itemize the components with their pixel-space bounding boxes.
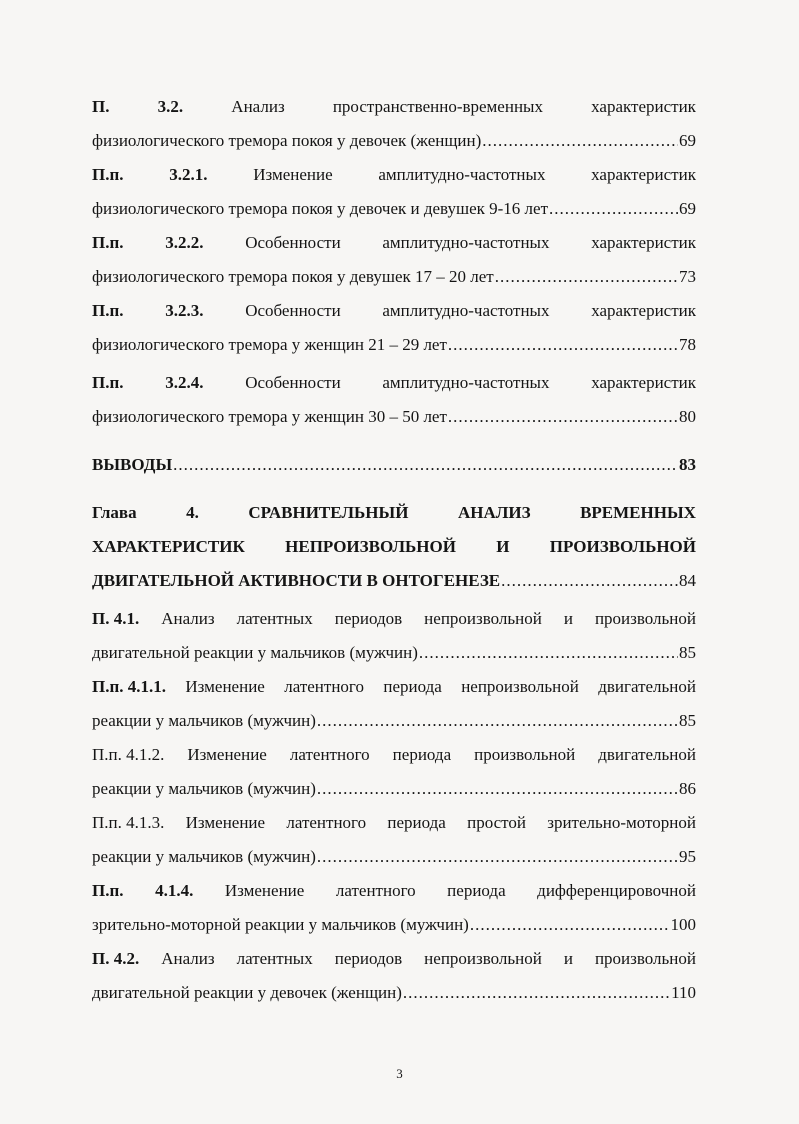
toc-entry-title: реакции у мальчиков (мужчин) <box>92 779 316 798</box>
toc-word: П.п. <box>92 301 124 320</box>
toc-page-number: 86 <box>679 779 696 798</box>
toc-word: Изменение <box>224 881 305 900</box>
conclusions-entry <box>92 448 696 482</box>
toc-word: Изменение <box>185 677 265 696</box>
toc-entry-line <box>92 908 696 942</box>
toc-entry <box>92 670 696 738</box>
toc-word: латентного <box>289 745 370 764</box>
toc-entry-title: физиологического тремора у женщин 30 – 50 лет <box>92 407 447 426</box>
toc-entry-title: физиологического тремора покоя у девочек (женщин) <box>92 131 482 150</box>
toc-entry-heading <box>92 670 696 704</box>
toc-word: Изменение <box>253 165 333 184</box>
dot-leader <box>482 124 678 158</box>
toc-word: латентных <box>236 609 313 628</box>
toc-entry <box>92 366 696 434</box>
dot-leader <box>470 908 670 942</box>
toc-entry <box>92 806 696 874</box>
toc-word: произвольной <box>474 745 576 764</box>
toc-entry <box>92 90 696 158</box>
toc-entry-line <box>92 704 696 738</box>
toc-word: Особенности <box>245 373 341 392</box>
toc-word: периодов <box>334 949 403 968</box>
toc-entry-heading <box>92 874 696 908</box>
toc-word: двигательной <box>598 677 696 696</box>
toc-word: НЕПРОИЗВОЛЬНОЙ <box>285 537 456 556</box>
toc-entry <box>92 942 696 1010</box>
toc-word: латентных <box>236 949 313 968</box>
toc-entry-heading <box>92 90 696 124</box>
toc-word: непроизвольной <box>461 677 579 696</box>
toc-word: латентного <box>284 677 364 696</box>
toc-entry <box>92 874 696 942</box>
dot-leader <box>173 448 678 482</box>
toc-word: непроизвольной <box>424 609 542 628</box>
toc-word: Особенности <box>245 233 341 252</box>
toc-word: дифференцировочной <box>537 881 696 900</box>
toc-word: СРАВНИТЕЛЬНЫЙ <box>248 503 409 522</box>
toc-entry <box>92 158 696 226</box>
toc-page-number: 95 <box>679 847 696 866</box>
toc-entry <box>92 738 696 806</box>
toc-page-number: 110 <box>671 983 696 1002</box>
toc-page-number: 85 <box>679 711 696 730</box>
chapter-title-line <box>92 530 696 564</box>
toc-entry-heading <box>92 226 696 260</box>
toc-entry-line <box>92 400 696 434</box>
table-of-contents <box>92 90 696 1010</box>
toc-word: амплитудно-частотных <box>382 373 550 392</box>
toc-word: периодов <box>334 609 403 628</box>
toc-word: ХАРАКТЕРИСТИК <box>92 537 245 556</box>
toc-entry-heading <box>92 158 696 192</box>
dot-leader <box>501 564 678 598</box>
toc-entry-line <box>92 772 696 806</box>
toc-page-number: 73 <box>679 267 696 286</box>
toc-page-number: 85 <box>679 643 696 662</box>
toc-entry-heading <box>92 294 696 328</box>
toc-page-number: 78 <box>679 335 696 354</box>
toc-word: П.п. <box>92 165 124 184</box>
toc-entry-heading <box>92 602 696 636</box>
toc-entry-title: физиологического тремора покоя у девушек 17 – 20 лет <box>92 267 494 286</box>
chapter-title-line <box>92 496 696 530</box>
toc-word: произвольной <box>594 609 696 628</box>
toc-word: 3.2. <box>157 97 184 116</box>
toc-word: характеристик <box>591 233 696 252</box>
toc-word: произвольной <box>594 949 696 968</box>
toc-word: характеристик <box>591 97 696 116</box>
toc-entry-line <box>92 192 696 226</box>
toc-page-number: 69 <box>679 199 696 218</box>
toc-word: Анализ <box>161 949 215 968</box>
toc-entry-title: реакции у мальчиков (мужчин) <box>92 711 316 730</box>
toc-word: периода <box>383 677 442 696</box>
toc-word: П. 4.1. <box>92 609 140 628</box>
toc-entry-heading <box>92 806 696 840</box>
toc-word: П.п. <box>92 881 124 900</box>
dot-leader <box>448 328 678 362</box>
toc-entry-title: реакции у мальчиков (мужчин) <box>92 847 316 866</box>
dot-leader <box>317 840 678 874</box>
dot-leader <box>317 772 678 806</box>
toc-word: периода <box>447 881 506 900</box>
toc-word: Изменение <box>185 813 266 832</box>
toc-page-number: 100 <box>670 915 696 934</box>
toc-word: Глава <box>92 503 137 522</box>
toc-word: И <box>496 537 510 556</box>
toc-word: П.п. 4.1.3. <box>92 813 165 832</box>
toc-page-number: 84 <box>679 571 696 590</box>
toc-entry-title: двигательной реакции у девочек (женщин) <box>92 983 402 1002</box>
chapter-entry <box>92 496 696 598</box>
toc-word: 4. <box>186 503 199 522</box>
toc-word: амплитудно-частотных <box>378 165 546 184</box>
toc-word: периода <box>387 813 446 832</box>
toc-word: П.п. <box>92 373 124 392</box>
page-number: 3 <box>396 1066 403 1081</box>
toc-word: латентного <box>335 881 416 900</box>
toc-word: пространственно-временных <box>332 97 543 116</box>
toc-entry-heading <box>92 738 696 772</box>
toc-entry <box>92 294 696 362</box>
toc-word: и <box>563 609 573 628</box>
toc-entry-title: зрительно-моторной реакции у мальчиков (мужчин) <box>92 915 469 934</box>
toc-entry-title: двигательной реакции у мальчиков (мужчин) <box>92 643 418 662</box>
toc-word: П.п. <box>92 233 124 252</box>
toc-word: П.п. 4.1.1. <box>92 677 167 696</box>
toc-word: ПРОИЗВОЛЬНОЙ <box>549 537 696 556</box>
toc-entry-title: ДВИГАТЕЛЬНОЙ АКТИВНОСТИ В ОНТОГЕНЕЗЕ <box>92 571 501 590</box>
toc-page-number: 83 <box>679 455 696 474</box>
toc-entry-line <box>92 260 696 294</box>
toc-entry-line <box>92 840 696 874</box>
toc-word: характеристик <box>591 165 696 184</box>
chapter-title-line <box>92 564 696 598</box>
toc-entry-line <box>92 124 696 158</box>
toc-entry <box>92 226 696 294</box>
dot-leader <box>403 976 670 1010</box>
dot-leader <box>419 636 678 670</box>
toc-entry-title: ВЫВОДЫ <box>92 455 173 474</box>
toc-word: латентного <box>286 813 367 832</box>
toc-word: непроизвольной <box>424 949 542 968</box>
toc-word: П. <box>92 97 110 116</box>
toc-entry-line <box>92 328 696 362</box>
toc-page-number: 80 <box>679 407 696 426</box>
toc-word: 3.2.3. <box>165 301 204 320</box>
toc-word: амплитудно-частотных <box>382 233 550 252</box>
toc-word: зрительно-моторной <box>547 813 696 832</box>
toc-word: Особенности <box>245 301 341 320</box>
toc-word: простой <box>467 813 526 832</box>
toc-page-number: 69 <box>679 131 696 150</box>
toc-word: 3.2.4. <box>165 373 204 392</box>
toc-word: амплитудно-частотных <box>382 301 550 320</box>
toc-word: 3.2.1. <box>169 165 208 184</box>
toc-word: 4.1.4. <box>155 881 194 900</box>
dot-leader <box>448 400 678 434</box>
toc-word: периода <box>392 745 452 764</box>
dot-leader <box>495 260 678 294</box>
toc-word: Изменение <box>187 745 267 764</box>
toc-word: ВРЕМЕННЫХ <box>580 503 696 522</box>
toc-word: Анализ <box>161 609 215 628</box>
toc-entry <box>92 602 696 670</box>
toc-entry-title: физиологического тремора покоя у девочек и девушек 9-16 лет <box>92 199 549 218</box>
toc-entry-line <box>92 976 696 1010</box>
toc-word: и <box>563 949 573 968</box>
toc-entry-line <box>92 636 696 670</box>
toc-word: П.п. 4.1.2. <box>92 745 165 764</box>
toc-entry-heading <box>92 942 696 976</box>
toc-word: Анализ <box>231 97 285 116</box>
toc-word: 3.2.2. <box>165 233 204 252</box>
toc-entry-title: физиологического тремора у женщин 21 – 29 лет <box>92 335 447 354</box>
toc-word: двигательной <box>598 745 696 764</box>
dot-leader <box>317 704 678 738</box>
toc-word: характеристик <box>591 301 696 320</box>
dot-leader <box>549 192 678 226</box>
toc-word: АНАЛИЗ <box>457 503 531 522</box>
toc-word: П. 4.2. <box>92 949 140 968</box>
toc-entry-heading <box>92 366 696 400</box>
toc-word: характеристик <box>591 373 696 392</box>
